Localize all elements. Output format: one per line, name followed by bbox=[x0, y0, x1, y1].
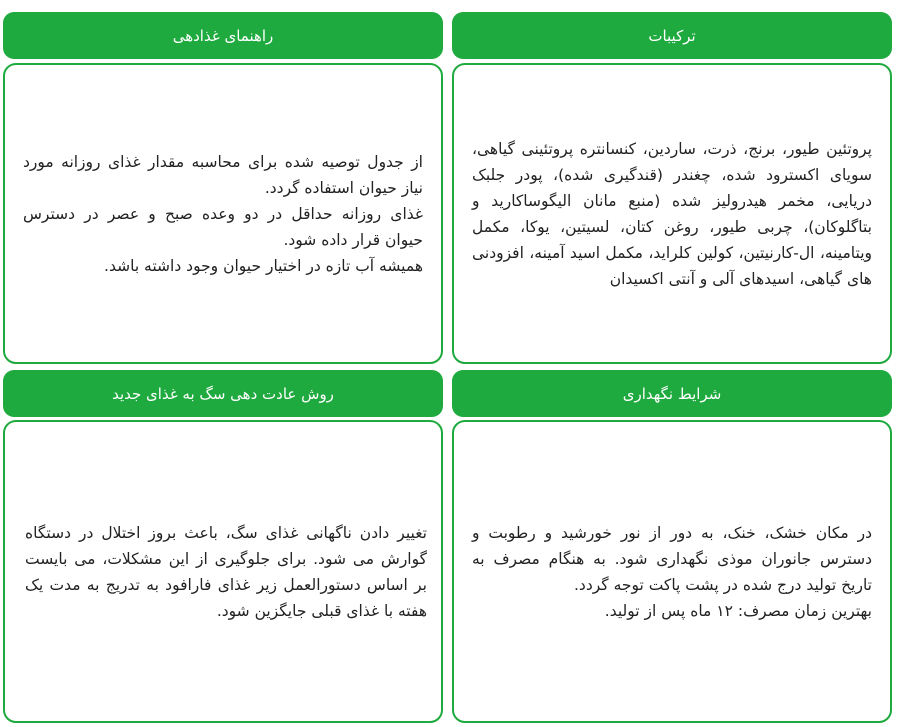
feeding-guide-header: راهنمای غذادهی bbox=[3, 12, 443, 59]
transition-text: تغییر دادن ناگهانی غذای سگ، باعث بروز اختلال در دستگاه گوارش می شود. برای جلوگیری از این مشکلات، می بایست بر اساس دستورالعمل زیر غذای فارافود به تدریج به مدت یک هفته با غذای قبلی جایگزین شود. bbox=[25, 523, 427, 620]
feeding-guide-text: از جدول توصیه شده برای محاسبه مقدار غذای روزانه مورد نیاز حیوان استفاده گردد. غذای روزانه حداقل در دو وعده صبح و عصر در دسترس حیوان قرار داده شود. همیشه آب تازه در اختیار حیوان وجود داشته باشد. bbox=[23, 152, 423, 275]
ingredients-text: پروتئین طیور، برنج، ذرت، ساردین، کنسانتره پروتئینی گیاهی، سویای اکسترود شده، چغندر (قندگیری شده)، پودر جلبک دریایی، مخمر هیدرولیز شده (منبع مانان الیگوساکارید و بتاگلوکان)، چربی طیور، روغن کتان، لسیتین، یوکا، مکمل ویتامینه، ال-کارنیتین، کولین کلراید، مکمل اسید آمینه، افزودنی های گیاهی، اسیدهای آلی و آنتی اکسیدان bbox=[472, 139, 872, 288]
storage-header: شرایط نگهداری bbox=[452, 370, 892, 417]
ingredients-header: ترکیبات bbox=[452, 12, 892, 59]
transition-body bbox=[3, 420, 443, 723]
storage-text: در مکان خشک، خنک، به دور از نور خورشید و رطوبت و دسترس جانوران موذی نگهداری شود. به هنگام مصرف به تاریخ تولید درج شده در پشت پاکت توجه گردد. بهترین زمان مصرف: ۱۲ ماه پس از تولید. bbox=[472, 523, 872, 620]
feeding-guide-body bbox=[3, 63, 443, 364]
transition-header: روش عادت دهی سگ به غذای جدید bbox=[3, 370, 443, 417]
ingredients-body bbox=[452, 63, 892, 364]
storage-body bbox=[452, 420, 892, 723]
